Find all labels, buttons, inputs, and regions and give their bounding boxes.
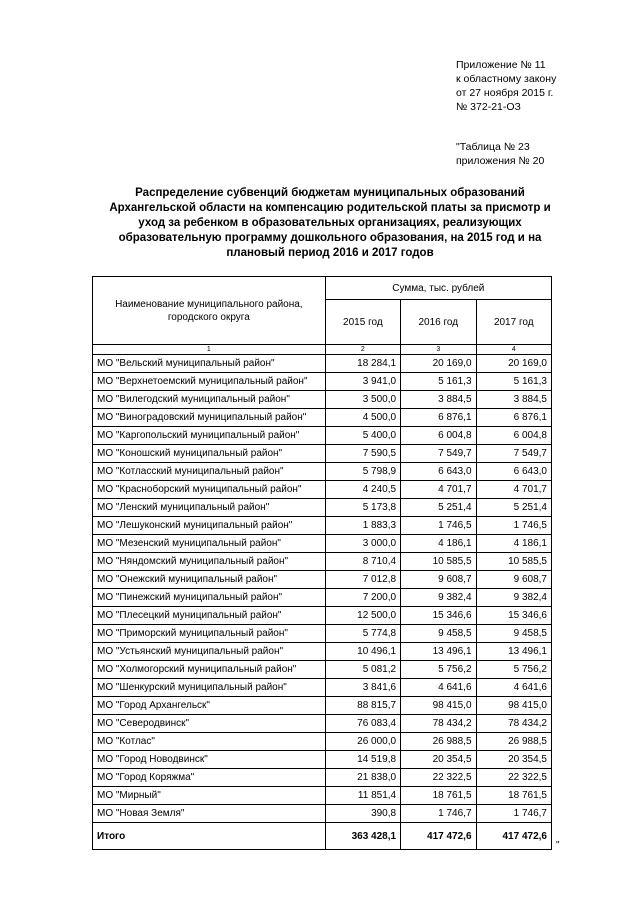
municipality-name: МО "Плесецкий муниципальный район"	[93, 607, 326, 625]
table-row	[93, 733, 552, 751]
amount-2016: 4 641,6	[401, 679, 476, 697]
amount-2017: 15 346,6	[476, 607, 551, 625]
total-2017: 417 472,6	[476, 823, 551, 850]
municipality-name: МО "Красноборский муниципальный район"	[93, 481, 326, 499]
amount-2017: 1 746,7	[476, 805, 551, 823]
index-cell: 1	[93, 345, 326, 355]
index-cell: 4	[476, 345, 551, 355]
amount-2015: 7 200,0	[325, 589, 400, 607]
amount-2017: 4 186,1	[476, 535, 551, 553]
index-cell: 3	[401, 345, 476, 355]
amount-2017: 13 496,1	[476, 643, 551, 661]
municipality-name: МО "Устьянский муниципальный район"	[93, 643, 326, 661]
municipality-name: МО "Город Новодвинск"	[93, 751, 326, 769]
amount-2016: 7 549,7	[401, 445, 476, 463]
document-title: Распределение субвенций бюджетам муниципальных образований Архангельской области на компенсацию родительской платы за присмотр и уход за ребенком в образовательных организациях, реализующих образовательную программу дошкольного образования, на 2015 год и на плановый период 2016 и 2017 годов	[109, 187, 551, 259]
amount-2017: 9 382,4	[476, 589, 551, 607]
amount-2017: 6 876,1	[476, 409, 551, 427]
amount-2016: 6 643,0	[401, 463, 476, 481]
municipality-name: МО "Онежский муниципальный район"	[93, 571, 326, 589]
municipality-name: МО "Приморский муниципальный район"	[93, 625, 326, 643]
amount-2016: 26 988,5	[401, 733, 476, 751]
total-label: Итого	[93, 823, 326, 850]
table-row	[93, 571, 552, 589]
amount-2016: 13 496,1	[401, 643, 476, 661]
table-row	[93, 427, 552, 445]
amount-2017: 20 354,5	[476, 751, 551, 769]
amount-2016: 3 884,5	[401, 391, 476, 409]
index-cell: 2	[325, 345, 400, 355]
amount-2017: 5 756,2	[476, 661, 551, 679]
amount-2017: 9 458,5	[476, 625, 551, 643]
amount-2017: 6 643,0	[476, 463, 551, 481]
table-row	[93, 805, 552, 823]
amount-2015: 5 774,8	[325, 625, 400, 643]
total-2016: 417 472,6	[401, 823, 476, 850]
appendix-line: от 27 ноября 2015 г.	[456, 87, 554, 99]
amount-2016: 5 161,3	[401, 373, 476, 391]
amount-2017: 10 585,5	[476, 553, 551, 571]
amount-2016: 20 169,0	[401, 355, 476, 373]
table-row	[93, 787, 552, 805]
amount-2017: 78 434,2	[476, 715, 551, 733]
amount-2017: 7 549,7	[476, 445, 551, 463]
amount-2015: 5 081,2	[325, 661, 400, 679]
municipality-name: МО "Няндомский муниципальный район"	[93, 553, 326, 571]
amount-2015: 26 000,0	[325, 733, 400, 751]
municipality-name: МО "Город Коряжма"	[93, 769, 326, 787]
municipality-name: МО "Вилегодский муниципальный район"	[93, 391, 326, 409]
municipality-name: МО "Лешуконский муниципальный район"	[93, 517, 326, 535]
table-row	[93, 715, 552, 733]
amount-2015: 1 883,3	[325, 517, 400, 535]
municipality-name: МО "Котлас"	[93, 733, 326, 751]
amount-2015: 14 519,8	[325, 751, 400, 769]
table-row	[93, 481, 552, 499]
amount-2015: 12 500,0	[325, 607, 400, 625]
municipality-name: МО "Верхнетоемский муниципальный район"	[93, 373, 326, 391]
amount-2017: 26 988,5	[476, 733, 551, 751]
table-ref-line: приложения № 20	[456, 155, 545, 167]
municipality-name: МО "Котласский муниципальный район"	[93, 463, 326, 481]
table-row	[93, 463, 552, 481]
amount-2015: 3 841,6	[325, 679, 400, 697]
table-row	[93, 445, 552, 463]
municipality-name: МО "Новая Земля"	[93, 805, 326, 823]
table-reference	[456, 140, 544, 168]
amount-2016: 9 458,5	[401, 625, 476, 643]
amount-2016: 9 608,7	[401, 571, 476, 589]
amount-2016: 1 746,7	[401, 805, 476, 823]
amount-2015: 3 000,0	[325, 535, 400, 553]
table-row	[93, 535, 552, 553]
table-row	[93, 409, 552, 427]
table-row	[93, 769, 552, 787]
name-column-header: Наименование муниципального района, городского округа	[93, 277, 326, 345]
amount-2016: 22 322,5	[401, 769, 476, 787]
amount-2017: 1 746,5	[476, 517, 551, 535]
table-row	[93, 517, 552, 535]
municipality-name: МО "Шенкурский муниципальный район"	[93, 679, 326, 697]
amount-2017: 5 251,4	[476, 499, 551, 517]
municipality-name: МО "Город Архангельск"	[93, 697, 326, 715]
amount-2015: 88 815,7	[325, 697, 400, 715]
amount-2015: 10 496,1	[325, 643, 400, 661]
table-row	[93, 751, 552, 769]
amount-2017: 18 761,5	[476, 787, 551, 805]
municipality-name: МО "Вельский муниципальный район"	[93, 355, 326, 373]
total-2015: 363 428,1	[325, 823, 400, 850]
amount-2016: 4 186,1	[401, 535, 476, 553]
municipality-name: МО "Холмогорский муниципальный район"	[93, 661, 326, 679]
municipality-name: МО "Мезенский муниципальный район"	[93, 535, 326, 553]
table-row	[93, 553, 552, 571]
municipality-name: МО "Мирный"	[93, 787, 326, 805]
year-header-2017: 2017 год	[476, 300, 551, 345]
year-header-2015: 2015 год	[325, 300, 400, 345]
table-row	[93, 625, 552, 643]
table-row	[93, 661, 552, 679]
amount-2017: 20 169,0	[476, 355, 551, 373]
amount-2015: 390,8	[325, 805, 400, 823]
amount-2015: 5 400,0	[325, 427, 400, 445]
index-row	[93, 345, 552, 355]
table-row	[93, 607, 552, 625]
amount-2016: 5 756,2	[401, 661, 476, 679]
table-row	[93, 589, 552, 607]
amount-2016: 78 434,2	[401, 715, 476, 733]
sum-column-header: Сумма, тыс. рублей	[325, 277, 551, 300]
amount-2017: 98 415,0	[476, 697, 551, 715]
table-body	[93, 355, 552, 823]
table-row	[93, 499, 552, 517]
amount-2016: 6 004,8	[401, 427, 476, 445]
closing-quote: "	[556, 840, 560, 851]
amount-2017: 4 701,7	[476, 481, 551, 499]
amount-2016: 4 701,7	[401, 481, 476, 499]
amount-2016: 20 354,5	[401, 751, 476, 769]
amount-2015: 21 838,0	[325, 769, 400, 787]
municipality-name: МО "Каргопольский муниципальный район"	[93, 427, 326, 445]
amount-2016: 5 251,4	[401, 499, 476, 517]
amount-2016: 9 382,4	[401, 589, 476, 607]
amount-2015: 7 590,5	[325, 445, 400, 463]
amount-2015: 76 083,4	[325, 715, 400, 733]
amount-2017: 5 161,3	[476, 373, 551, 391]
amount-2015: 3 500,0	[325, 391, 400, 409]
table-row	[93, 643, 552, 661]
table-row	[93, 355, 552, 373]
amount-2015: 5 173,8	[325, 499, 400, 517]
total-row	[93, 823, 552, 850]
amount-2017: 3 884,5	[476, 391, 551, 409]
appendix-line: Приложение № 11	[456, 59, 546, 71]
appendix-note	[456, 58, 556, 114]
appendix-line: к областному закону	[456, 73, 557, 85]
amount-2015: 3 941,0	[325, 373, 400, 391]
year-header-2016: 2016 год	[401, 300, 476, 345]
table-row	[93, 391, 552, 409]
table-row	[93, 679, 552, 697]
municipality-name: МО "Коношский муниципальный район"	[93, 445, 326, 463]
amount-2015: 8 710,4	[325, 553, 400, 571]
table-row	[93, 373, 552, 391]
subvention-table	[92, 276, 552, 850]
amount-2016: 6 876,1	[401, 409, 476, 427]
municipality-name: МО "Виноградовский муниципальный район"	[93, 409, 326, 427]
municipality-name: МО "Ленский муниципальный район"	[93, 499, 326, 517]
amount-2016: 18 761,5	[401, 787, 476, 805]
amount-2015: 5 798,9	[325, 463, 400, 481]
amount-2015: 18 284,1	[325, 355, 400, 373]
amount-2017: 9 608,7	[476, 571, 551, 589]
table-row	[93, 697, 552, 715]
amount-2017: 4 641,6	[476, 679, 551, 697]
appendix-line: № 372-21-ОЗ	[456, 101, 521, 113]
municipality-name: МО "Северодвинск"	[93, 715, 326, 733]
amount-2016: 15 346,6	[401, 607, 476, 625]
amount-2017: 6 004,8	[476, 427, 551, 445]
amount-2015: 11 851,4	[325, 787, 400, 805]
amount-2016: 10 585,5	[401, 553, 476, 571]
municipality-name: МО "Пинежский муниципальный район"	[93, 589, 326, 607]
amount-2015: 7 012,8	[325, 571, 400, 589]
amount-2017: 22 322,5	[476, 769, 551, 787]
amount-2015: 4 240,5	[325, 481, 400, 499]
amount-2016: 98 415,0	[401, 697, 476, 715]
amount-2016: 1 746,5	[401, 517, 476, 535]
table-ref-line: "Таблица № 23	[456, 141, 530, 153]
amount-2015: 4 500,0	[325, 409, 400, 427]
